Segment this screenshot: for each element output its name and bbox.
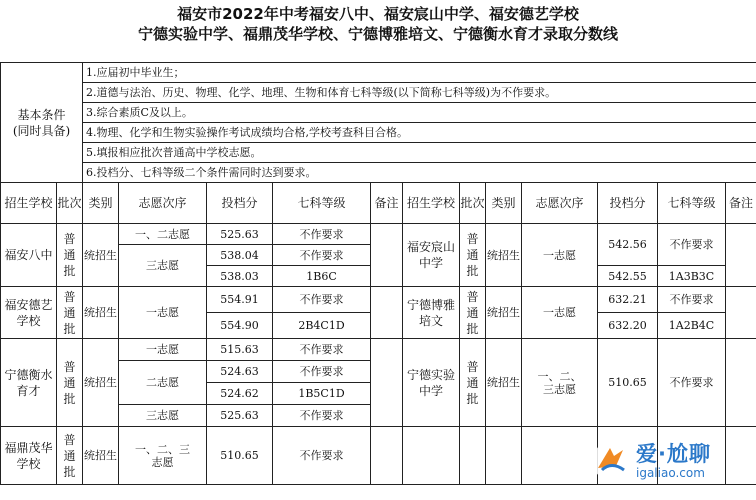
score-cell: 525.63 bbox=[207, 224, 273, 245]
score-cell: 542.56 bbox=[598, 224, 658, 266]
score-cell: 515.63 bbox=[207, 339, 273, 361]
school-name: 宁德衡水 育才 bbox=[1, 339, 57, 427]
batch-cell: 普 通 批 bbox=[57, 339, 83, 427]
condition-item: 4.物理、化学和生物实验操作考试成绩均合格,学校考查科目合格。 bbox=[83, 123, 756, 143]
brand-logo-icon bbox=[590, 440, 632, 482]
score-cell: 538.03 bbox=[207, 266, 273, 287]
category-cell: 统招生 bbox=[83, 224, 119, 287]
note-cell bbox=[726, 287, 756, 339]
conditions-label: 基本条件 (同时具备) bbox=[1, 63, 83, 183]
score-cell: 632.21 bbox=[598, 287, 658, 313]
order-cell: 一志愿 bbox=[119, 287, 207, 339]
batch-cell: 普 通 批 bbox=[460, 224, 486, 287]
note-cell bbox=[371, 427, 403, 485]
header-note: 备注 bbox=[726, 183, 756, 224]
page-title: 福安市2022年中考福安八中、福安宸山中学、福安德艺学校 bbox=[177, 5, 579, 23]
note-cell bbox=[371, 287, 403, 339]
header-category: 类别 bbox=[83, 183, 119, 224]
score-cell: 510.65 bbox=[598, 339, 658, 427]
batch-cell: 普 通 批 bbox=[460, 287, 486, 339]
category-cell: 统招生 bbox=[83, 287, 119, 339]
category-cell: 统招生 bbox=[486, 339, 522, 427]
site-watermark bbox=[590, 436, 750, 486]
grade-cell: 1A2B4C bbox=[658, 313, 726, 339]
grade-cell: 不作要求 bbox=[658, 224, 726, 266]
header-order: 志愿次序 bbox=[119, 183, 207, 224]
batch-cell: 普 通 批 bbox=[57, 427, 83, 485]
empty-cell bbox=[403, 427, 460, 485]
order-cell: 一、二志愿 bbox=[119, 224, 207, 245]
condition-item: 1.应届初中毕业生； bbox=[83, 63, 756, 83]
grade-cell: 不作要求 bbox=[273, 245, 371, 266]
score-cell: 510.65 bbox=[207, 427, 273, 485]
batch-cell: 普 通 批 bbox=[57, 224, 83, 287]
school-name: 福鼎茂华 学校 bbox=[1, 427, 57, 485]
order-cell: 一志愿 bbox=[119, 339, 207, 361]
grade-cell: 不作要求 bbox=[273, 427, 371, 485]
school-name: 福安八中 bbox=[1, 224, 57, 287]
empty-cell bbox=[460, 427, 486, 485]
order-cell: 三志愿 bbox=[119, 405, 207, 427]
header-grade: 七科等级 bbox=[273, 183, 371, 224]
batch-cell: 普 通 批 bbox=[57, 287, 83, 339]
header-order: 志愿次序 bbox=[522, 183, 598, 224]
score-cell: 525.63 bbox=[207, 405, 273, 427]
header-batch: 批次 bbox=[57, 183, 83, 224]
category-cell: 统招生 bbox=[83, 427, 119, 485]
page-subtitle: 宁德实验中学、福鼎茂华学校、宁德博雅培文、宁德衡水育才录取分数线 bbox=[137, 25, 618, 43]
school-name: 宁德博雅 培文 bbox=[403, 287, 460, 339]
header-school: 招生学校 bbox=[1, 183, 57, 224]
header-grade: 七科等级 bbox=[658, 183, 726, 224]
grade-cell: 2B4C1D bbox=[273, 313, 371, 339]
order-cell: 一、二、 三志愿 bbox=[522, 339, 598, 427]
header-note: 备注 bbox=[371, 183, 403, 224]
admission-score-table bbox=[0, 62, 756, 485]
grade-cell: 不作要求 bbox=[273, 339, 371, 361]
batch-cell: 普 通 批 bbox=[460, 339, 486, 427]
category-cell: 统招生 bbox=[486, 224, 522, 287]
condition-item: 5.填报相应批次普通高中学校志愿。 bbox=[83, 143, 756, 163]
grade-cell: 1A3B3C bbox=[658, 266, 726, 287]
category-cell: 统招生 bbox=[486, 287, 522, 339]
note-cell bbox=[726, 339, 756, 427]
score-cell: 542.55 bbox=[598, 266, 658, 287]
school-name: 福安德艺 学校 bbox=[1, 287, 57, 339]
score-cell: 632.20 bbox=[598, 313, 658, 339]
note-cell bbox=[371, 339, 403, 427]
header-school: 招生学校 bbox=[403, 183, 460, 224]
grade-cell: 不作要求 bbox=[658, 287, 726, 313]
watermark-brand: 爱·尬聊 bbox=[636, 442, 711, 466]
header-score: 投档分 bbox=[598, 183, 658, 224]
order-cell: 一志愿 bbox=[522, 287, 598, 339]
score-cell: 524.62 bbox=[207, 383, 273, 405]
header-category: 类别 bbox=[486, 183, 522, 224]
header-batch: 批次 bbox=[460, 183, 486, 224]
note-cell bbox=[726, 224, 756, 287]
empty-cell bbox=[486, 427, 522, 485]
order-cell: 三志愿 bbox=[119, 245, 207, 287]
order-cell: 二志愿 bbox=[119, 361, 207, 405]
order-cell: 一、二、三 志愿 bbox=[119, 427, 207, 485]
grade-cell: 不作要求 bbox=[273, 361, 371, 383]
grade-cell: 1B6C bbox=[273, 266, 371, 287]
condition-item: 3.综合素质C及以上。 bbox=[83, 103, 756, 123]
school-name: 福安宸山 中学 bbox=[403, 224, 460, 287]
grade-cell: 不作要求 bbox=[658, 339, 726, 427]
condition-item: 2.道德与法治、历史、物理、化学、地理、生物和体育七科等级(以下简称七科等级)为不作要求。 bbox=[83, 83, 756, 103]
score-cell: 538.04 bbox=[207, 245, 273, 266]
score-cell: 554.90 bbox=[207, 313, 273, 339]
note-cell bbox=[371, 224, 403, 287]
header-score: 投档分 bbox=[207, 183, 273, 224]
condition-item: 6.投档分、七科等级二个条件需同时达到要求。 bbox=[83, 163, 756, 183]
score-cell: 524.63 bbox=[207, 361, 273, 383]
school-name: 宁德实验 中学 bbox=[403, 339, 460, 427]
grade-cell: 1B5C1D bbox=[273, 383, 371, 405]
grade-cell: 不作要求 bbox=[273, 287, 371, 313]
watermark-url: igaliao.com bbox=[636, 466, 705, 480]
empty-cell bbox=[522, 427, 598, 485]
category-cell: 统招生 bbox=[83, 339, 119, 427]
grade-cell: 不作要求 bbox=[273, 405, 371, 427]
grade-cell: 不作要求 bbox=[273, 224, 371, 245]
order-cell: 一志愿 bbox=[522, 224, 598, 287]
score-cell: 554.91 bbox=[207, 287, 273, 313]
